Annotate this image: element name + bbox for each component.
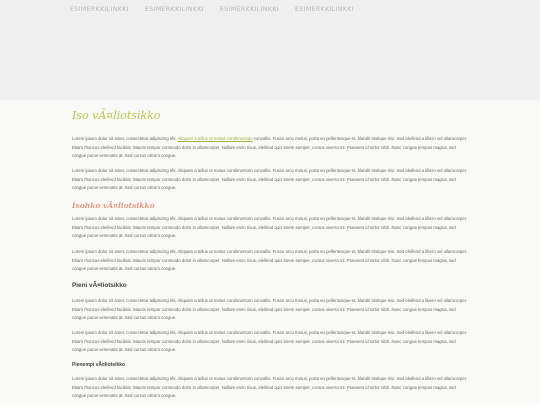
paragraph-text: Lorem ipsum dolor sit amet, consectetur adipiscing elit. [72,136,178,141]
top-nav [70,6,370,13]
nav-link-3[interactable]: ESIMERKKILINKKI [220,6,279,13]
inline-link[interactable]: Aliquam a tellus ut metus condimentum [177,136,253,141]
paragraph: Lorem ipsum dolor sit amet, consectetur adipiscing elit. Aliquam a tellus ut metus condimentum convallis. Fusce arcu metus, porta eu pellentesque et, blandit tristique nisi. Sed eleifend a libero vel ullamcorper. Etiam rhoncus eleifend facilisis. Mauris tempor commodo dolor in ullamcorper. Nullam enim risus, eleifend quis lorem semper, cursus viverra mi. Praesent id tortor nibh. Nunc congue tempus magna, sed congue purus venenatis at. Sed cursus rutrum congue. [72,249,468,272]
paragraph: Lorem ipsum dolor sit amet, consectetur adipiscing elit. Aliquam a tellus ut metus condimentum convallis. Fusce arcu metus, porta eu pellentesque et, blandit tristique nisi. Sed eleifend a libero vel ullamcorper. Etiam rhoncus eleifend facilisis. Mauris tempor commodo dolor in ullamcorper. Nullam enim risus, eleifend quis lorem semper, cursus viverra mi. Praesent id tortor nibh. Nunc congue tempus magna, sed congue purus venenatis at. Sed cursus rutrum congue. [72,216,468,239]
paragraph-with-link [72,135,468,161]
nav-link-2[interactable]: ESIMERKKILINKKI [145,6,204,13]
paragraph: Lorem ipsum dolor sit amet, consectetur adipiscing elit. Aliquam a tellus ut metus condimentum convallis. Fusce arcu metus, porta eu pellentesque et, blandit tristique nisi. Sed eleifend a libero vel ullamcorper. Etiam rhoncus eleifend facilisis. Mauris tempor commodo dolor in ullamcorper. Nullam enim risus, eleifend quis lorem semper, cursus viverra mi. Praesent id tortor nibh. Nunc congue tempus magna, sed congue purus venenatis at. Sed cursus rutrum congue. [72,330,468,353]
heading-medium: Isohko vÃ¤liotsikko [72,201,155,210]
nav-link-4[interactable]: ESIMERKKILINKKI [295,6,354,13]
header [0,0,540,100]
paragraph: Lorem ipsum dolor sit amet, consectetur adipiscing elit. Aliquam a tellus ut metus condimentum convallis. Fusce arcu metus, porta eu pellentesque et, blandit tristique nisi. Sed eleifend a libero vel ullamcorper. Etiam rhoncus eleifend facilisis. Mauris tempor commodo dolor in ullamcorper. Nullam enim risus, eleifend quis lorem semper, cursus viverra mi. Praesent id tortor nibh. Nunc congue tempus magna, sed congue purus venenatis at. Sed cursus rutrum congue. [72,376,468,399]
paragraph: Lorem ipsum dolor sit amet, consectetur adipiscing elit. Aliquam a tellus ut metus condimentum convallis. Fusce arcu metus, porta eu pellentesque et, blandit tristique nisi. Sed eleifend a libero vel ullamcorper. Etiam rhoncus eleifend facilisis. Mauris tempor commodo dolor in ullamcorper. Nullam enim risus, eleifend quis lorem semper, cursus viverra mi. Praesent id tortor nibh. Nunc congue tempus magna, sed congue purus venenatis at. Sed cursus rutrum congue. [72,298,468,321]
paragraph: Lorem ipsum dolor sit amet, consectetur adipiscing elit. Aliquam a tellus ut metus condimentum convallis. Fusce arcu metus, porta eu pellentesque et, blandit tristique nisi. Sed eleifend a libero vel ullamcorper. Etiam rhoncus eleifend facilisis. Mauris tempor commodo dolor in ullamcorper. Nullam enim risus, eleifend quis lorem semper, cursus viverra mi. Praesent id tortor nibh. Nunc congue tempus magna, sed congue purus venenatis at. Sed cursus rutrum congue. [72,168,468,191]
nav-link-1[interactable]: ESIMERKKILINKKI [70,6,129,13]
main-content [0,100,540,405]
paragraph-text: convallis. Fusce arcu metus, porta eu pellentesque et, blandit tristique nisi. Sed eleifend a libero vel ullamcorper. Etiam rhoncus eleifend facilisis. Mauris tempor commodo dolor in ullamcorper. Nullam enim risus, eleifend quis lorem semper, cursus viverra mi. Praesent id tortor nibh. Nunc congue tempus magna, sed congue purus venenatis at. Sed cursus rutrum congue. [72,136,468,159]
heading-large: Iso vÃ¤liotsikko [72,109,161,122]
heading-small: Pieni vÃ¤liotsikko [72,282,127,289]
heading-smaller: Pienempi vÃ¤liotsikko [72,362,126,368]
